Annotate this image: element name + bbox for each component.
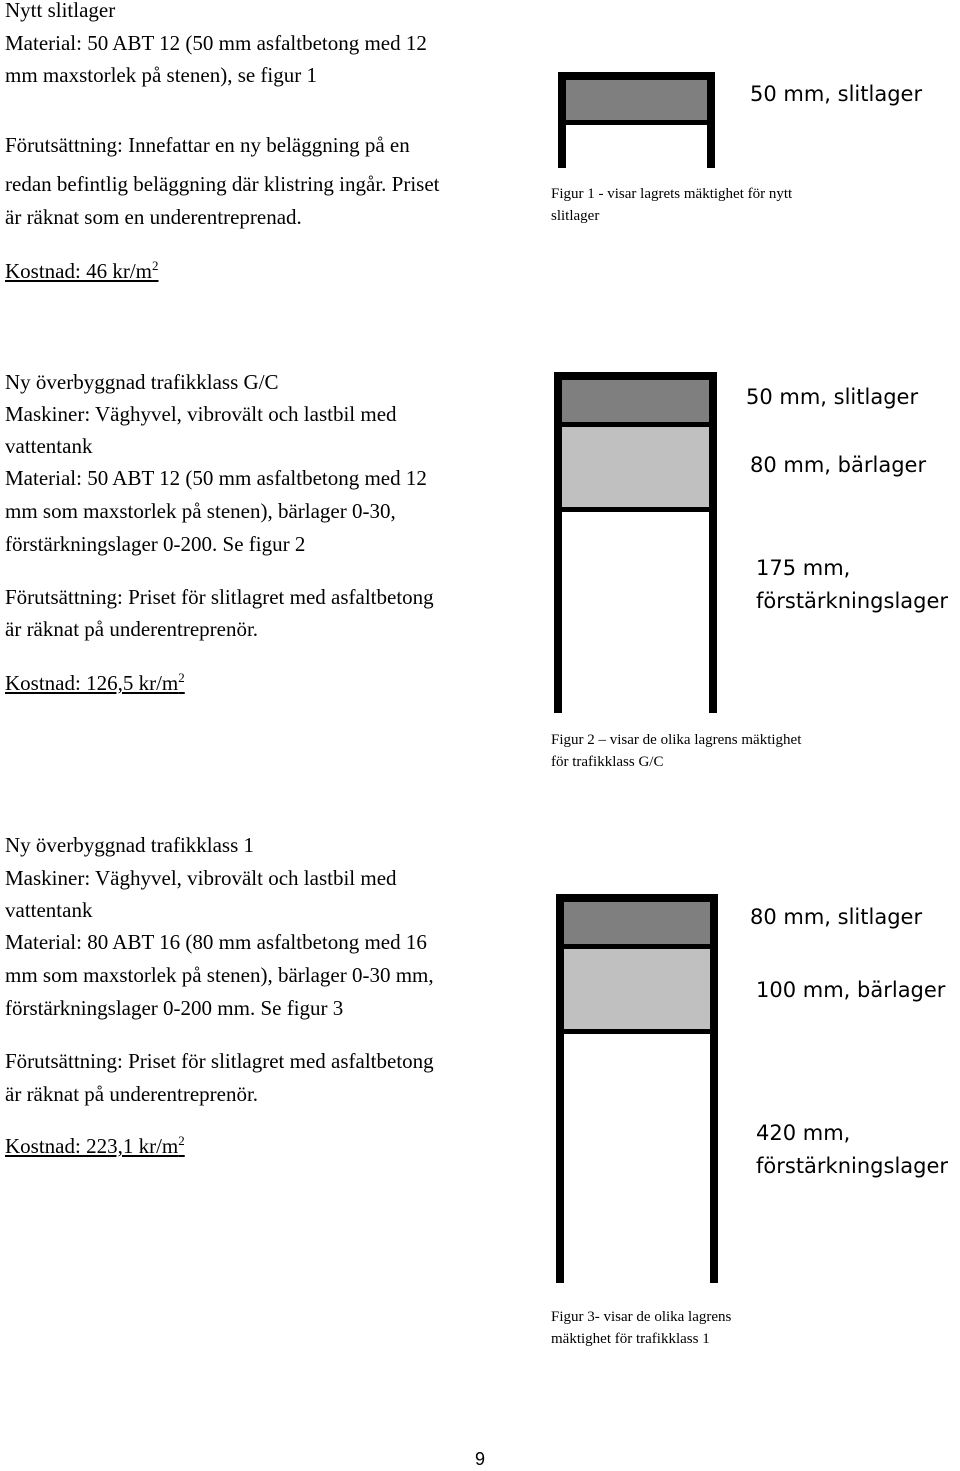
figure3-label-subbase-line1: 420 mm, xyxy=(756,1121,851,1145)
section3-prereq-line1: Förutsättning: Priset för slitlagret med asfaltbetong xyxy=(5,1049,434,1073)
section2-prereq-line2: är räknat på underentreprenör. xyxy=(5,617,259,641)
figure2-caption-line2: för trafikklass G/C xyxy=(551,754,664,770)
figure2-label-subbase-line1: 175 mm, xyxy=(756,556,851,580)
figure2-label-wearing: 50 mm, slitlager xyxy=(746,385,919,409)
figure2-label-base: 80 mm, bärlager xyxy=(750,453,927,477)
figure2-wearing-course xyxy=(562,380,709,422)
section3-material-line2: mm som maxstorlek på stenen), bärlager 0-30 mm, xyxy=(5,963,434,987)
figure3-layer-diagram xyxy=(556,894,718,1283)
figure1-label-wearing: 50 mm, slitlager xyxy=(750,82,923,106)
section1-prereq-line1: Förutsättning: Innefattar en ny beläggning på en xyxy=(5,133,410,157)
section2-cost: Kostnad: 126,5 $kr/m^2$ xyxy=(5,670,185,695)
section3-prereq-line2: är räknat på underentreprenör. xyxy=(5,1082,259,1106)
section2-heading: Ny överbyggnad trafikklass G/C xyxy=(5,370,279,394)
figure1-layer-diagram xyxy=(558,72,715,168)
section2-machines-line2: vattentank xyxy=(5,434,93,458)
section2-machines-line1: Maskiner: Väghyvel, vibrovält och lastbil med xyxy=(5,402,397,426)
section1-prereq-line2: redan befintlig beläggning där klistring ingår. Priset xyxy=(5,172,440,196)
section3-material-line1: Material: 80 ABT 16 (80 mm asfaltbetong med 16 xyxy=(5,930,427,954)
section2-material-line1: Material: 50 ABT 12 (50 mm asfaltbetong med 12 xyxy=(5,466,427,490)
figure3-wearing-course xyxy=(564,902,710,944)
section3-cost: Kostnad: 223,1 $kr/m^2$ xyxy=(5,1133,185,1158)
figure3-label-subbase-line2: förstärkningslager xyxy=(756,1154,949,1178)
section2-prereq-line1: Förutsättning: Priset för slitlagret med asfaltbetong xyxy=(5,585,434,609)
figure3-caption-line2: mäktighet för trafikklass 1 xyxy=(551,1331,710,1347)
figure1-caption-line2: slitlager xyxy=(551,208,600,224)
figure1-caption-line1: Figur 1 - visar lagrets mäktighet för nytt xyxy=(551,186,793,202)
figure2-layer-diagram xyxy=(554,372,717,713)
section1-heading: Nytt slitlager xyxy=(5,0,116,22)
section1-prereq-line3: är räknat som en underentreprenad. xyxy=(5,205,302,229)
figure3-base-course xyxy=(564,949,710,1029)
section1-cost: Kostnad: 46 $kr/m^2$ xyxy=(5,258,159,283)
page-number: 9 xyxy=(474,1449,485,1469)
section3-material-line3: förstärkningslager 0-200 mm. Se figur 3 xyxy=(5,996,344,1020)
section3-heading: Ny överbyggnad trafikklass 1 xyxy=(5,833,255,857)
section2-material-line3: förstärkningslager 0-200. Se figur 2 xyxy=(5,532,306,556)
figure2-label-subbase-line2: förstärkningslager xyxy=(756,589,949,613)
section3-machines-line2: vattentank xyxy=(5,898,93,922)
figure3-label-base: 100 mm, bärlager xyxy=(756,978,946,1002)
figure1-wearing-course xyxy=(566,80,707,120)
section2-material-line2: mm som maxstorlek på stenen), bärlager 0-30, xyxy=(5,499,396,523)
section3-machines-line1: Maskiner: Väghyvel, vibrovält och lastbil med xyxy=(5,866,397,890)
figure3-label-wearing: 80 mm, slitlager xyxy=(750,905,923,929)
section1-material-line2: mm maxstorlek på stenen), se figur 1 xyxy=(5,63,318,87)
figure2-base-course xyxy=(562,427,709,507)
figure3-caption-line1: Figur 3- visar de olika lagrens xyxy=(551,1309,732,1325)
figure2-caption-line1: Figur 2 – visar de olika lagrens mäktighet xyxy=(551,732,802,748)
section1-material-line1: Material: 50 ABT 12 (50 mm asfaltbetong med 12 xyxy=(5,31,427,55)
